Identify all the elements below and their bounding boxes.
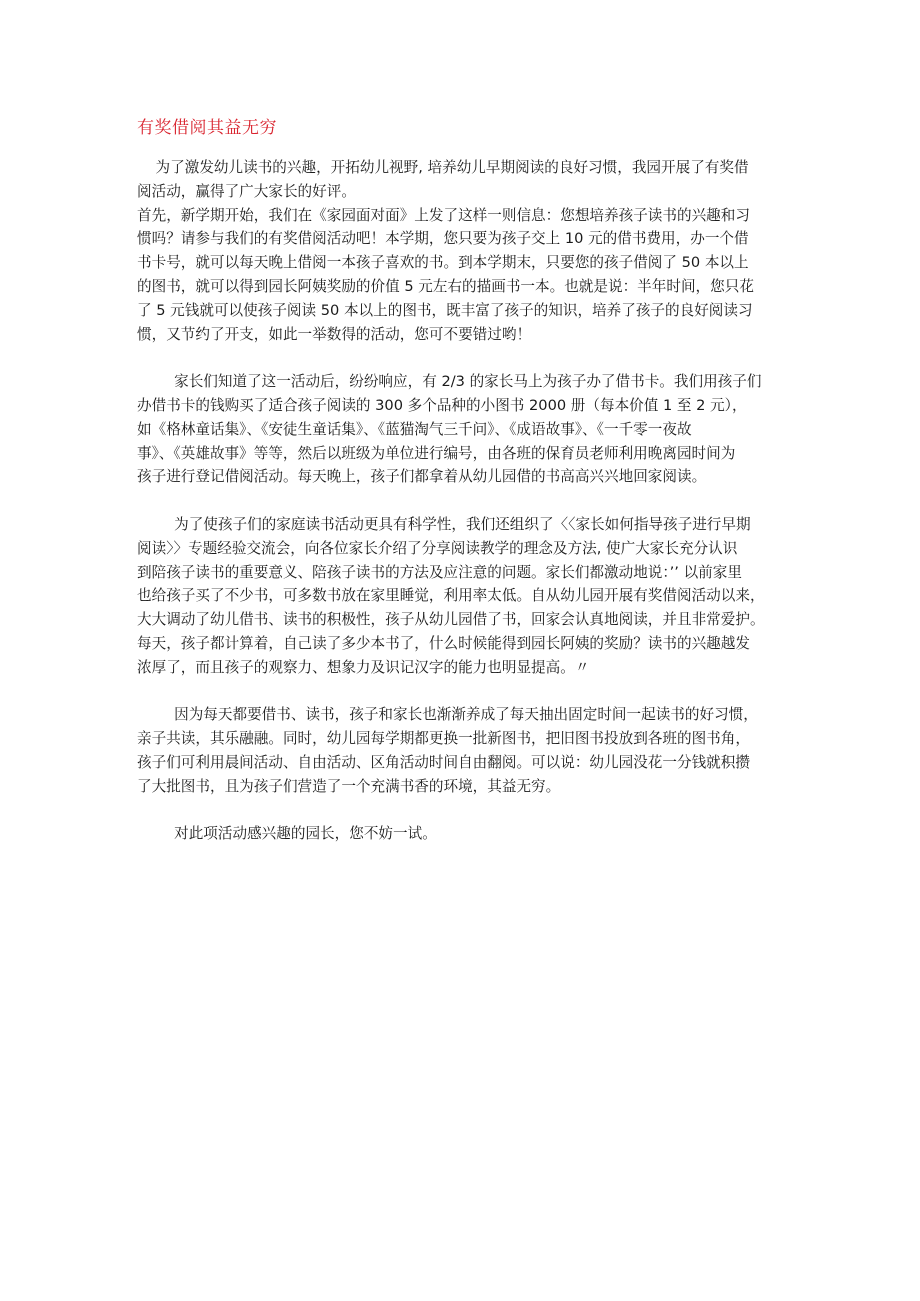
text-line: 孩子们可利用晨间活动、自由活动、区角活动时间自由翻阅。可以说：幼儿园没花一分钱就积攒 [137, 753, 750, 771]
paragraph-family-reading [137, 513, 785, 680]
text-line: 首先，新学期开始，我们在《家园面对面》上发了这样一则信息：您想培养孩子读书的兴趣和习 [137, 206, 750, 224]
text-line: 事》、《英雄故事》等等，然后以班级为单位进行编号，由各班的保育员老师利用晚离园时间为 [137, 444, 736, 462]
text-line: 办借书卡的钱购买了适合孩子阅读的 300 多个品种的小图书 2000 册（每本价值 1 至 2 元）， [137, 396, 747, 414]
text-line: 书卡号，就可以每天晚上借阅一本孩子喜欢的书。到本学期末，只要您的孩子借阅了 50 本以上 [137, 254, 749, 272]
text-line: 到陪孩子读书的重要意义、陪孩子读书的方法及应注意的问题。家长们都激动地说：’’ 以前家里 [137, 563, 742, 581]
text-line: 也给孩子买了不少书，可多数书放在家里睡觉，利用率太低。自从幼儿园开展有奖借阅活动以来， [137, 587, 765, 605]
text-line: 如《格林童话集》、《安徒生童话集》、《蓝猫淘气三千问》、《成语故事》、《一千零一夜故 [137, 420, 692, 438]
paragraph-gap [137, 489, 785, 513]
document-title: 有奖借阅其益无穷 [137, 118, 277, 138]
text-line: 阅活动，赢得了广大家长的好评。 [137, 182, 356, 200]
document-body [137, 156, 785, 846]
paragraph-gap [137, 680, 785, 704]
text-line: 亲子共读，其乐融融。同时，幼儿园每学期都更换一批新图书，把旧图书投放到各班的图书角， [137, 730, 750, 748]
text-line: 大大调动了幼儿借书、读书的积极性，孩子从幼儿园借了书，回家会认真地阅读，并且非常爱护。 [137, 611, 765, 629]
text-line: 家长们知道了这一活动后，纷纷响应，有 2/3 的家长马上为孩子办了借书卡。我们用孩子们 [137, 373, 762, 391]
text-line: 为了使孩子们的家庭读书活动更具有科学性，我们还组织了〈〈家长如何指导孩子进行早期 [137, 515, 751, 533]
text-line: 对此项活动感兴趣的园长，您不妨一试。 [137, 825, 437, 843]
text-line: 阅读〉〉专题经验交流会，向各位家长介绍了分享阅读教学的理念及方法, 使广大家长充分认识 [137, 539, 738, 557]
text-line: 的图书，就可以得到园长阿姨奖励的价值 5 元左右的描画书一本。也就是说：半年时间，您只花 [137, 277, 754, 295]
paragraph-intro [137, 156, 785, 346]
paragraph-gap [137, 346, 785, 370]
text-line: 每天，孩子都计算着，自己读了多少本书了，什么时候能得到园长阿姨的奖励？读书的兴趣越发 [137, 634, 750, 652]
text-line: 了 5 元钱就可以使孩子阅读 50 本以上的图书，既丰富了孩子的知识，培养了孩子的良好阅读习 [137, 301, 753, 319]
text-line: 了大批图书，且为孩子们营造了一个充满书香的环境，其益无穷。 [137, 777, 561, 795]
text-line: 孩子进行登记借阅活动。每天晚上，孩子们都拿着从幼儿园借的书高高兴兴地回家阅读。 [137, 468, 707, 486]
paragraph-gap [137, 799, 785, 823]
text-line: 因为每天都要借书、读书，孩子和家长也渐渐养成了每天抽出固定时间一起读书的好习惯， [137, 706, 758, 724]
paragraph-closing [137, 822, 785, 846]
paragraph-response [137, 370, 785, 489]
text-line: 为了激发幼儿读书的兴趣，开拓幼儿视野, 培养幼儿早期阅读的良好习惯，我园开展了有奖借 [137, 159, 749, 176]
text-line: 浓厚了，而且孩子的观察力、想象力及识记汉字的能力也明显提高。〃 [137, 658, 590, 676]
paragraph-habits [137, 703, 785, 798]
text-line: 惯吗？请参与我们的有奖借阅活动吧！本学期，您只要为孩子交上 10 元的借书费用，办一个借 [137, 230, 749, 248]
text-line: 惯，又节约了开支，如此一举数得的活动，您可不要错过哟！ [137, 325, 532, 343]
